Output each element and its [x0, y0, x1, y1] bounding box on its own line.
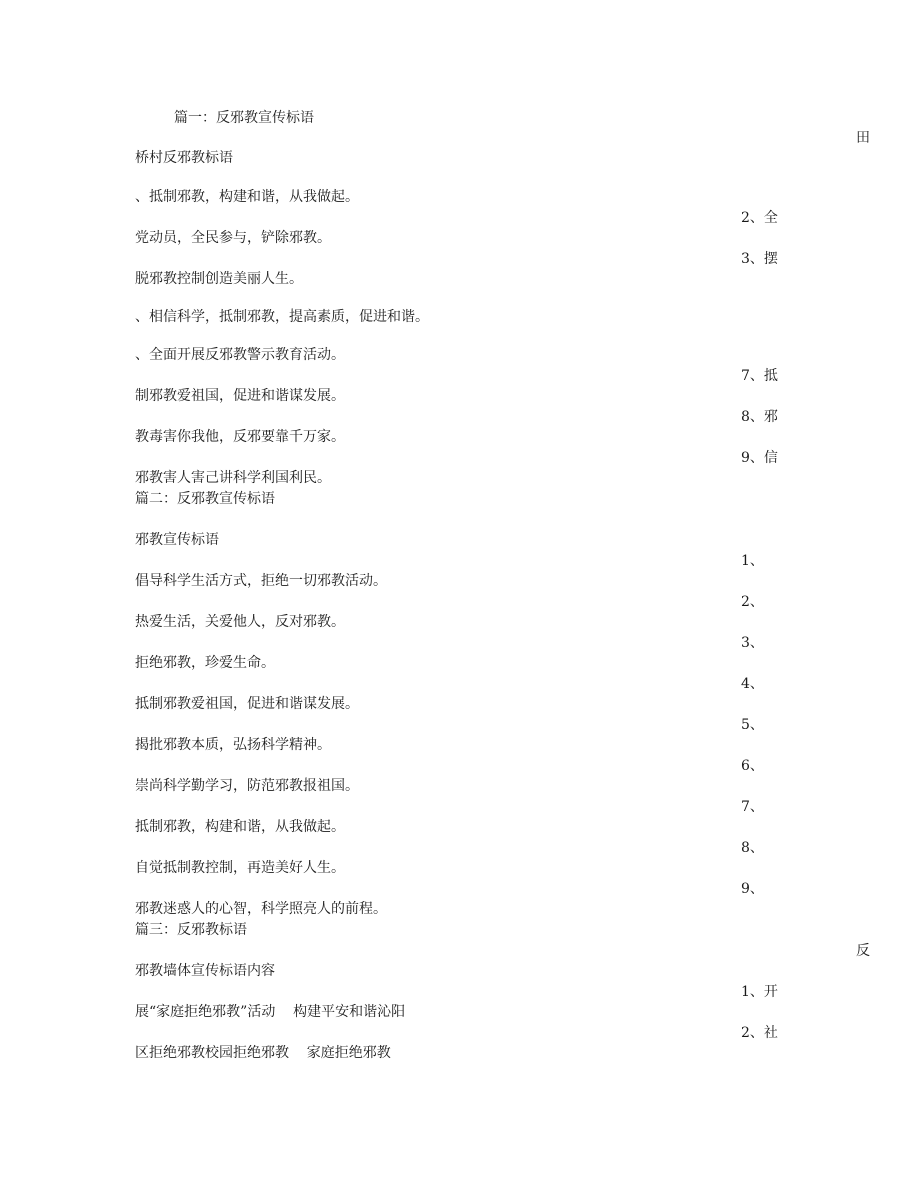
section-2-item-5-number: 5、: [741, 717, 764, 733]
section-1-title-side-fragment: 田: [856, 130, 870, 146]
section-1-slogan-1: 、抵制邪教，构建和谐，从我做起。: [135, 189, 359, 205]
section-2-item-9-number: 9、: [741, 881, 764, 897]
section-1-slogan-2: 党动员，全民参与，铲除邪教。: [135, 230, 331, 246]
section-2-slogan-8: 自觉抵制教控制，再造美好人生。: [135, 860, 345, 876]
section-2-item-1-number: 1、: [741, 553, 764, 569]
section-2-slogan-2: 热爱生活，关爱他人，反对邪教。: [135, 614, 345, 630]
section-1-heading: 篇一：反邪教宣传标语: [174, 110, 314, 126]
section-2-title: 邪教宣传标语: [135, 532, 219, 548]
section-2-slogan-6: 崇尚科学勤学习，防范邪教报祖国。: [135, 778, 359, 794]
section-1-slogan-3: 脱邪教控制创造美丽人生。: [135, 271, 303, 287]
section-1-item-7-number: 7、抵: [741, 368, 778, 384]
section-3-item-2-number: 2、社: [741, 1025, 778, 1041]
section-2-slogan-7: 抵制邪教，构建和谐，从我做起。: [135, 819, 345, 835]
section-1-item-9-number: 9、信: [741, 450, 778, 466]
section-2-slogan-3: 拒绝邪教，珍爱生命。: [135, 655, 275, 671]
section-1-title: 桥村反邪教标语: [135, 150, 233, 166]
section-2-item-3-number: 3、: [741, 635, 764, 651]
section-2-slogan-5: 揭批邪教本质，弘扬科学精神。: [135, 737, 331, 753]
section-2-item-6-number: 6、: [741, 758, 764, 774]
section-2-slogan-4: 抵制邪教爱祖国，促进和谐谋发展。: [135, 696, 359, 712]
section-3-heading: 篇三：反邪教标语: [135, 922, 247, 938]
section-1-slogan-4: 、相信科学，抵制邪教，提高素质，促进和谐。: [135, 309, 429, 325]
section-3-title: 邪教墙体宣传标语内容: [135, 963, 275, 979]
section-2-slogan-9: 邪教迷惑人的心智，科学照亮人的前程。: [135, 901, 387, 917]
section-1-slogan-9: 邪教害人害己讲科学利国利民。: [135, 470, 331, 486]
section-2-item-2-number: 2、: [741, 594, 764, 610]
section-2-heading: 篇二：反邪教宣传标语: [135, 491, 275, 507]
section-3-slogan-1: 展“家庭拒绝邪教”活动 构建平安和谐沁阳: [135, 1004, 406, 1020]
section-2-slogan-1: 倡导科学生活方式，拒绝一切邪教活动。: [135, 573, 387, 589]
section-1-slogan-8: 教毒害你我他，反邪要靠千万家。: [135, 429, 345, 445]
section-1-item-3-number: 3、摆: [741, 251, 778, 267]
section-2-item-8-number: 8、: [741, 840, 764, 856]
section-1-item-8-number: 8、邪: [741, 409, 778, 425]
section-2-item-4-number: 4、: [741, 676, 764, 692]
section-2-item-7-number: 7、: [741, 799, 764, 815]
section-3-item-1-number: 1、开: [741, 984, 778, 1000]
section-3-heading-side-fragment: 反: [856, 943, 870, 959]
section-1-item-2-number: 2、全: [741, 210, 778, 226]
section-1-slogan-7: 制邪教爱祖国，促进和谐谋发展。: [135, 388, 345, 404]
section-3-slogan-2: 区拒绝邪教校园拒绝邪教 家庭拒绝邪教: [135, 1045, 391, 1061]
section-1-slogan-5: 、全面开展反邪教警示教育活动。: [135, 347, 345, 363]
